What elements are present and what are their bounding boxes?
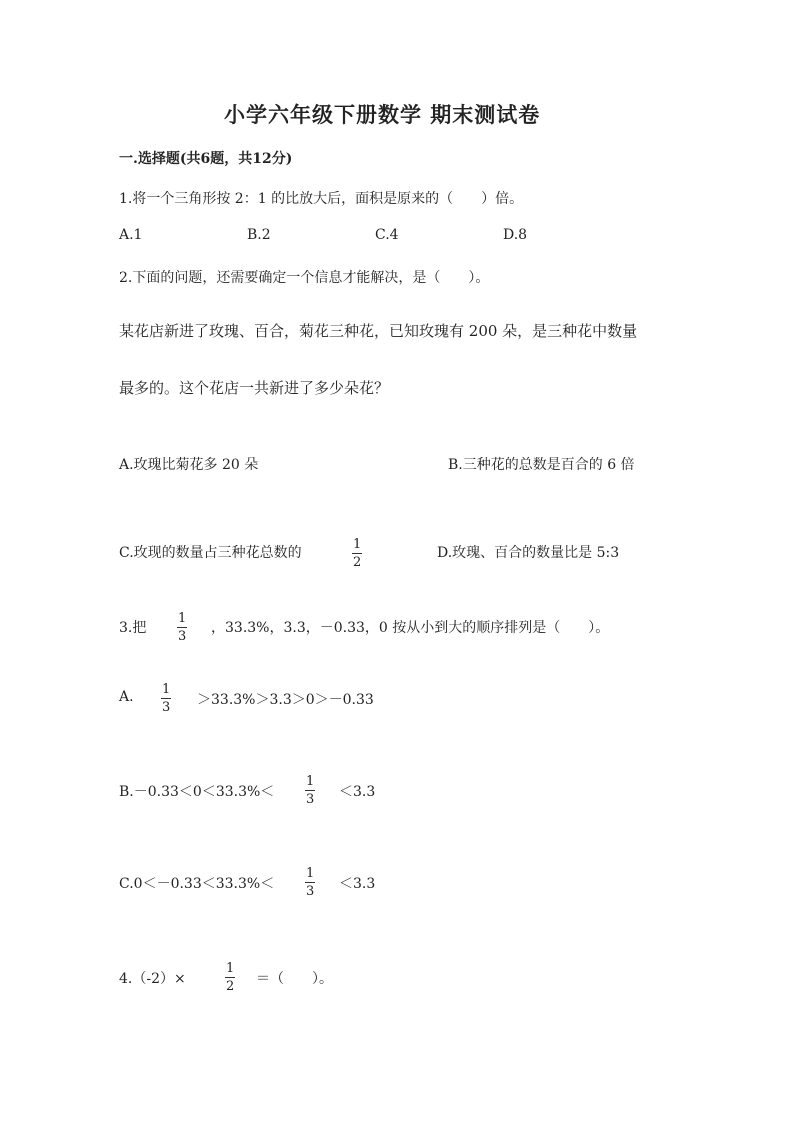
fraction-denominator: 3 bbox=[306, 884, 315, 899]
question-1-option-a: A.1 bbox=[119, 227, 143, 243]
fraction-numerator: 1 bbox=[353, 537, 362, 552]
question-1-stem: 1.将一个三角形按 2：1 的比放大后，面积是原来的（ ）倍。 bbox=[119, 191, 524, 207]
question-4-left: 4.（-2）× bbox=[119, 971, 186, 987]
question-3-option-c-left: C.0＜－0.33＜33.3%＜ bbox=[119, 876, 275, 892]
question-2-paragraph-line-1: 某花店新进了玫瑰、百合，菊花三种花，已知玫瑰有 200 朵，是三种花中数量 bbox=[119, 322, 638, 340]
question-3-option-b-left: B.－0.33＜0＜33.3%＜ bbox=[119, 784, 275, 800]
fraction-numerator: 1 bbox=[178, 611, 187, 626]
question-3-option-a-rest: ＞33.3%＞3.3＞0＞－0.33 bbox=[197, 692, 374, 708]
fraction-one-third bbox=[304, 867, 316, 898]
question-3-prefix: 3.把 bbox=[119, 620, 147, 636]
question-2-option-c: C.玫现的数量占三种花总数的 bbox=[119, 545, 302, 561]
question-2-stem: 2.下面的问题，还需要确定一个信息才能解决，是（ ）。 bbox=[119, 270, 490, 286]
fraction-one-third bbox=[160, 683, 172, 714]
fraction-denominator: 3 bbox=[306, 792, 315, 807]
question-3-suffix: ，33.3%，3.3，－0.33，0 按从小到大的顺序排列是（ ）。 bbox=[211, 620, 610, 636]
question-2-option-b: B.三种花的总数是百合的 6 倍 bbox=[448, 457, 635, 473]
question-3-option-b-right: ＜3.3 bbox=[339, 784, 376, 800]
fraction-one-third bbox=[176, 612, 188, 643]
question-3-option-a-label: A. bbox=[119, 689, 134, 705]
section-heading: 一.选择题(共6题，共12分) bbox=[119, 151, 293, 167]
question-1-option-c: C.4 bbox=[375, 227, 399, 243]
question-3-option-c-right: ＜3.3 bbox=[339, 876, 376, 892]
page-title: 小学六年级下册数学 期末测试卷 bbox=[224, 102, 541, 127]
fraction-numerator: 1 bbox=[306, 774, 315, 789]
question-4-right: ＝（ ）。 bbox=[256, 971, 333, 987]
question-2-option-d: D.玫瑰、百合的数量比是 5:3 bbox=[437, 545, 620, 561]
fraction-denominator: 3 bbox=[178, 629, 187, 644]
question-1-option-d: D.8 bbox=[503, 227, 528, 243]
fraction-denominator: 2 bbox=[353, 555, 362, 570]
fraction-denominator: 2 bbox=[226, 979, 235, 994]
fraction-one-half bbox=[351, 538, 363, 569]
question-2-paragraph-line-2: 最多的。这个花店一共新进了多少朵花？ bbox=[119, 379, 390, 397]
fraction-one-half bbox=[224, 962, 236, 993]
fraction-denominator: 3 bbox=[162, 700, 171, 715]
question-2-option-a: A.玫瑰比菊花多 20 朵 bbox=[119, 457, 259, 473]
fraction-one-third bbox=[304, 775, 316, 806]
question-1-option-b: B.2 bbox=[247, 227, 271, 243]
fraction-numerator: 1 bbox=[306, 866, 315, 881]
fraction-numerator: 1 bbox=[162, 682, 171, 697]
fraction-numerator: 1 bbox=[226, 961, 235, 976]
